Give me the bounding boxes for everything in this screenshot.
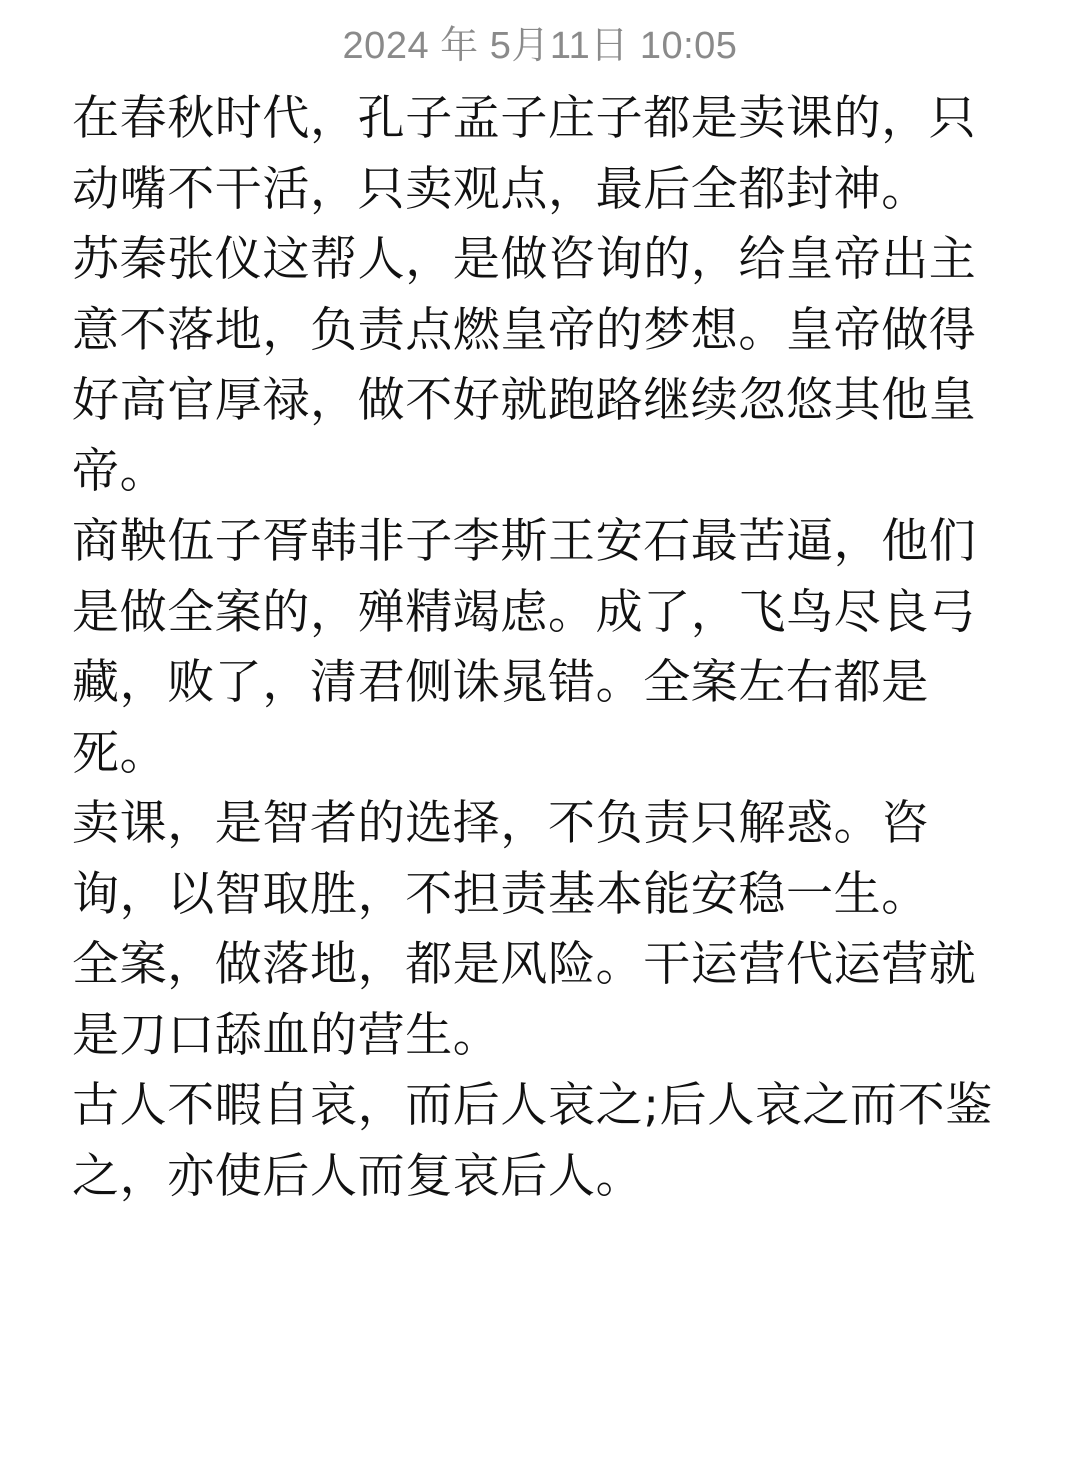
note-line: 卖课，是智者的选择，不负责只解惑。咨 xyxy=(72,796,929,851)
note-line: 好高官厚禄，做不好就跑路继续忽悠其他皇 xyxy=(72,373,977,428)
note-line: 全案，做落地，都是风险。干运营代运营就 xyxy=(72,937,977,992)
note-line: 古人不暇自哀，而后人哀之;后人哀之而不鉴 xyxy=(72,1078,993,1133)
note-line: 是刀口舔血的营生。 xyxy=(72,1007,501,1063)
note-line: 之，亦使后人而复哀后人。 xyxy=(72,1148,644,1204)
note-timestamp: 2024 年 5月11日 10:05 xyxy=(342,25,738,67)
note-line: 询，以智取胜，不担责基本能安稳一生。 xyxy=(72,866,929,922)
note-line: 死。 xyxy=(72,725,168,781)
note-line: 苏秦张仪这帮人，是做咨询的，给皇帝出主 xyxy=(72,232,977,287)
note-body[interactable] xyxy=(72,84,1002,1212)
note-line: 藏，败了，清君侧诛晁错。全案左右都是 xyxy=(72,655,929,710)
note-line: 是做全案的，殚精竭虑。成了，飞鸟尽良弓 xyxy=(72,584,977,640)
note-line: 在春秋时代，孔子孟子庄子都是卖课的，只 xyxy=(72,91,977,146)
note-line: 商鞅伍子胥韩非子李斯王安石最苦逼，他们 xyxy=(72,514,977,569)
note-line: 意不落地，负责点燃皇帝的梦想。皇帝做得 xyxy=(72,302,977,358)
note-line: 动嘴不干活，只卖观点，最后全都封神。 xyxy=(72,161,929,217)
note-line: 帝。 xyxy=(72,443,168,499)
